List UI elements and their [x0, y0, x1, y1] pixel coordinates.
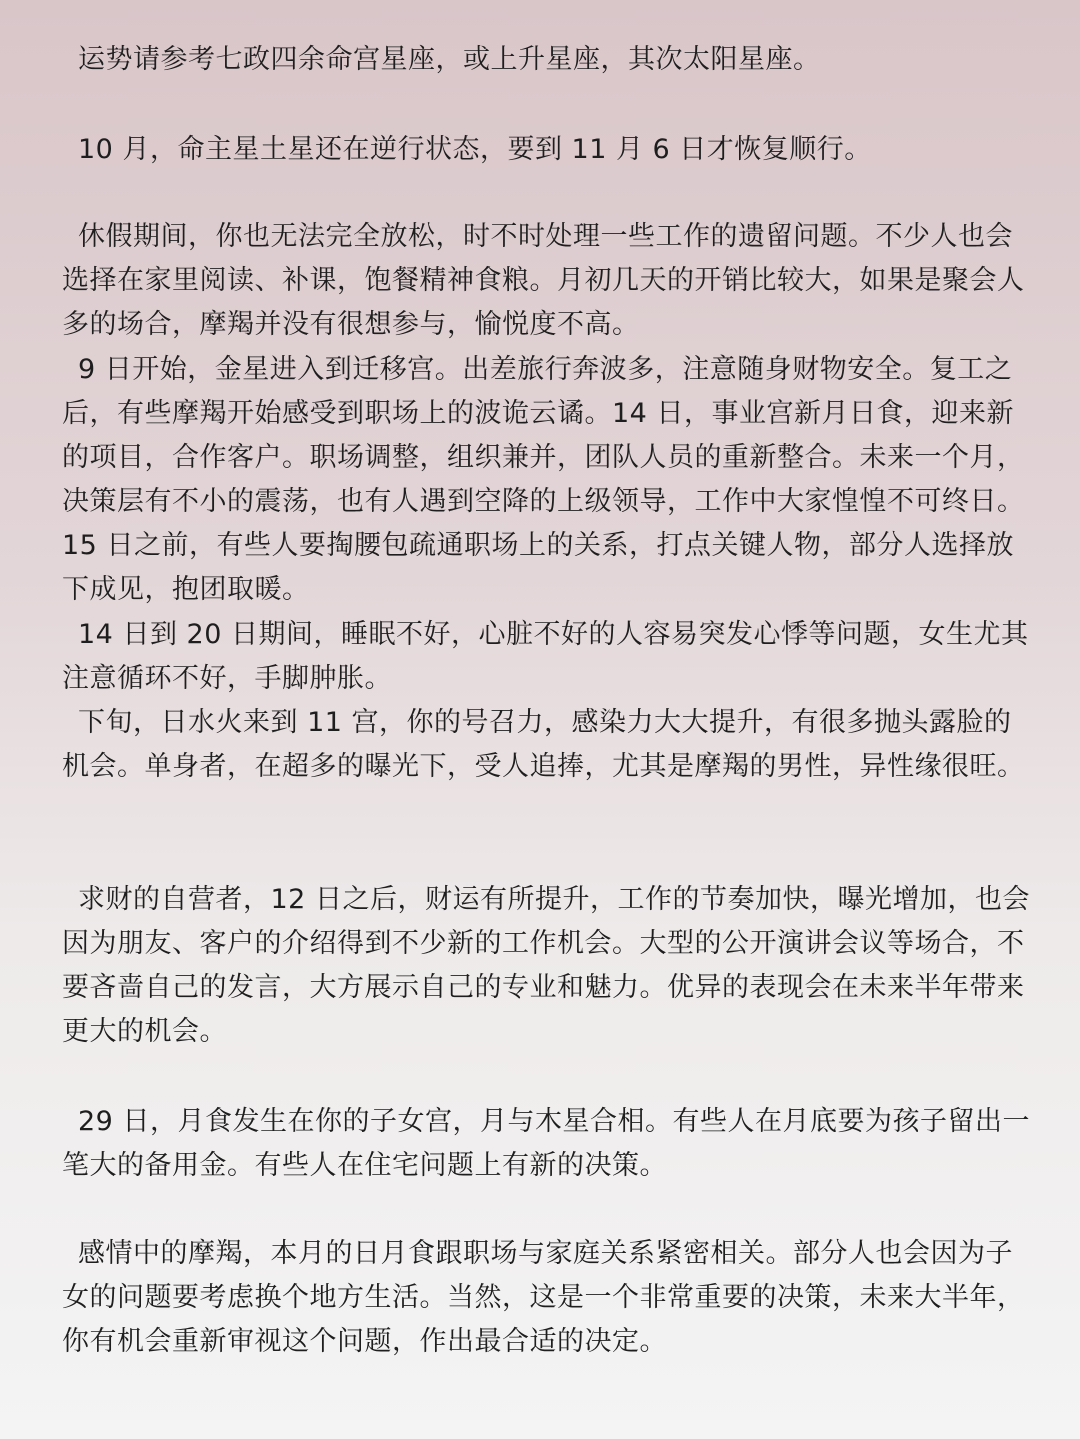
paragraph-venus-career: 9 日开始，金星进入到迁移宫。出差旅行奔波多，注意随身财物安全。复工之后，有些摩羯开始感受到职场上的波诡云谲。14 日，事业宫新月日食，迎来新的项目，合作客户。职场调整，组织兼并，团队人员的重新整合。未来一个月，决策层有不小的震荡，也有人遇到空降的上级领导，工作中大家惶惶不可终日。15 日之前，有些人要掏腰包疏通职场上的关系，打点关键人物，部分人选择放下成见，抱团取暖。: [62, 354, 1025, 605]
paragraph-lunar-eclipse: 29 日，月食发生在你的子女宫，月与木星合相。有些人在月底要为孩子留出一笔大的备用金。有些人在住宅问题上有新的决策。: [62, 1106, 1030, 1181]
paragraph-holiday: 休假期间，你也无法完全放松，时不时处理一些工作的遗留问题。不少人也会选择在家里阅读、补课，饱餐精神食粮。月初几天的开销比较大，如果是聚会人多的场合，摩羯并没有很想参与，愉悦度不高。: [62, 221, 1025, 340]
paragraph-relationship: 感情中的摩羯，本月的日月食跟职场与家庭关系紧密相关。部分人也会因为子女的问题要考虑换个地方生活。当然，这是一个非常重要的决策，未来大半年，你有机会重新审视这个问题，作出最合适的决定。: [62, 1238, 1025, 1357]
paragraph-saturn-retrograde: 10 月，命主星土星还在逆行状态，要到 11 月 6 日才恢复顺行。: [78, 134, 872, 165]
paragraph-health: 14 日到 20 日期间，睡眠不好，心脏不好的人容易突发心悸等问题，女生尤其注意循环不好，手脚肿胀。: [62, 619, 1029, 694]
paragraph-late-month: 下旬，日水火来到 11 宫，你的号召力，感染力大大提升，有很多抛头露脸的机会。单身者，在超多的曝光下，受人追捧，尤其是摩羯的男性，异性缘很旺。: [62, 707, 1025, 782]
paragraph-reference-note: 运势请参考七政四余命宫星座，或上升星座，其次太阳星座。: [78, 44, 821, 75]
paragraph-wealth: 求财的自营者，12 日之后，财运有所提升，工作的节奏加快，曝光增加，也会因为朋友、客户的介绍得到不少新的工作机会。大型的公开演讲会议等场合，不要吝啬自己的发言，大方展示自己的专业和魅力。优异的表现会在未来半年带来更大的机会。: [62, 884, 1030, 1047]
